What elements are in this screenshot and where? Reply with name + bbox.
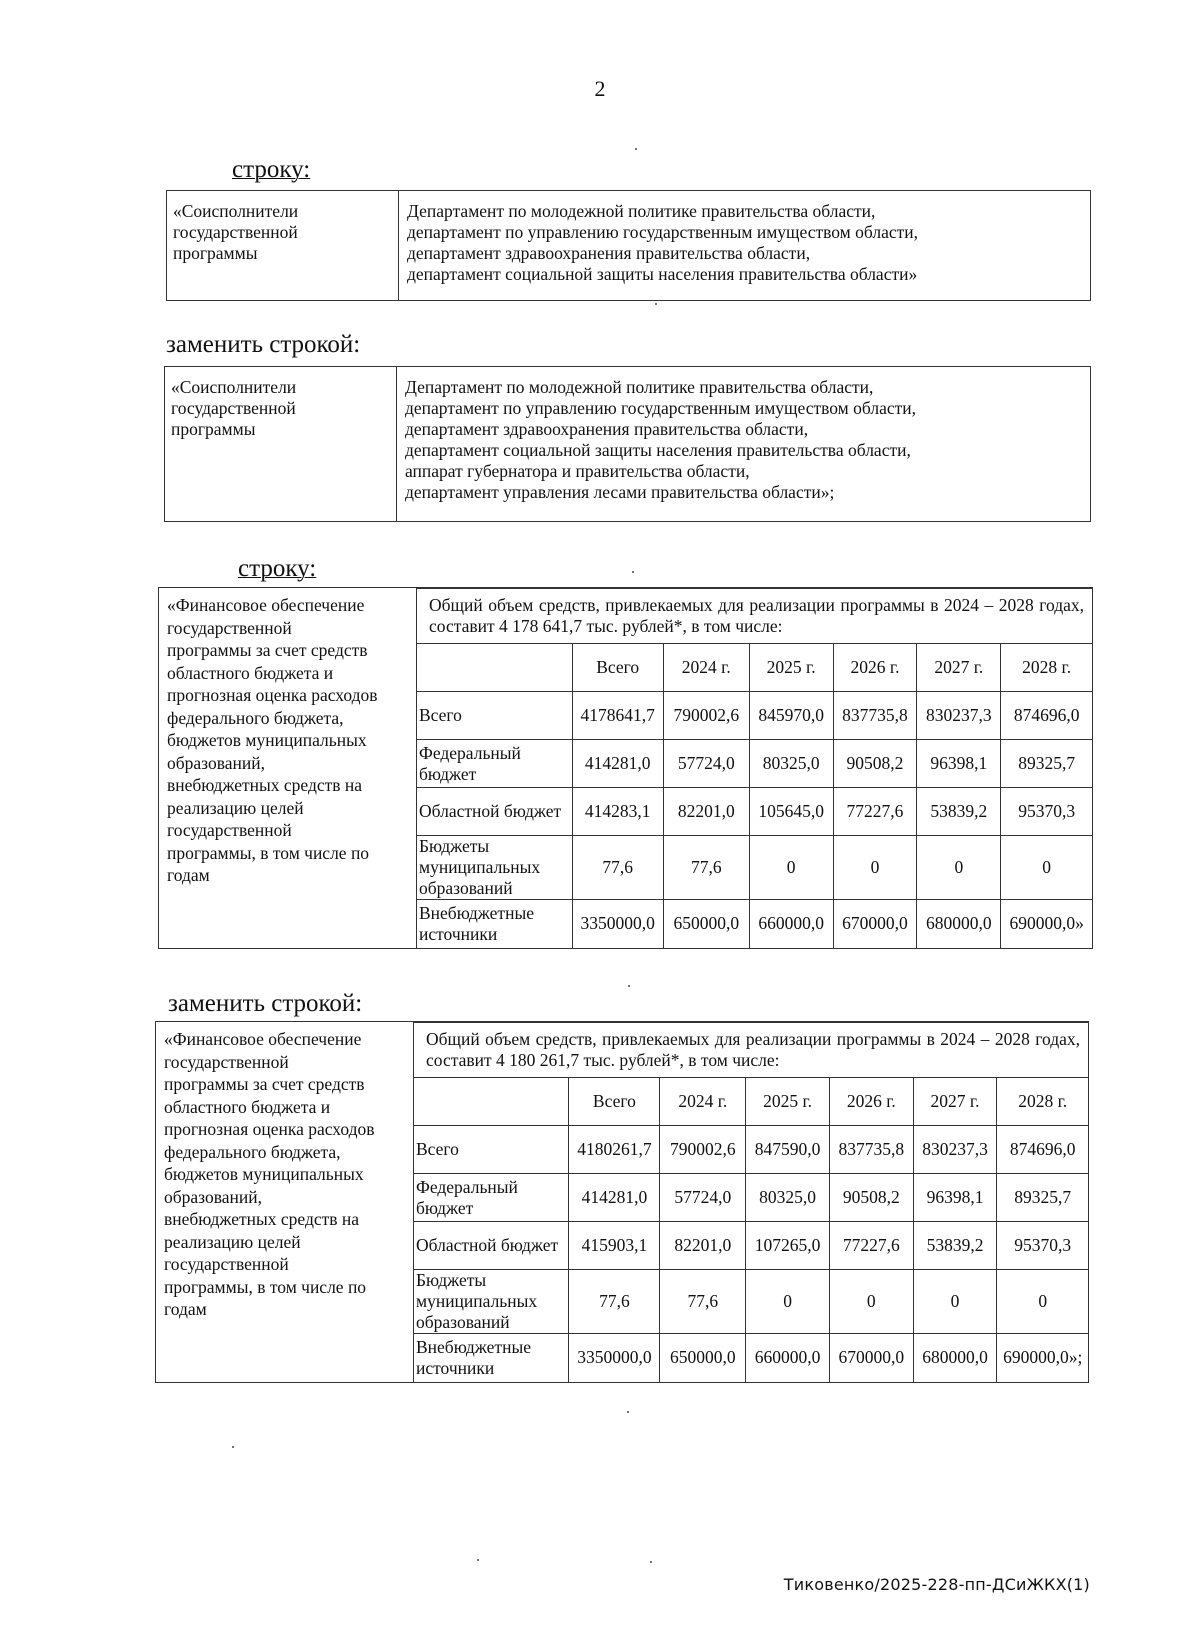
value-cell: 845970,0 [749,692,833,740]
finance-new-grid [414,1022,1088,1382]
text-line: реализацию целей [164,1231,301,1252]
value-cell: 0 [829,1270,913,1334]
text-line: Департамент по молодежной политике правительства области, [407,201,876,221]
text-line: годам [167,865,210,885]
text-line: внебюджетных средств на [167,775,363,795]
value-cell: 3350000,0 [572,900,663,948]
value-cell: 690000,0» [1001,900,1092,948]
old-row-heading: строку: [232,156,311,183]
finance-new-table [155,1021,1089,1383]
row-label: Федеральный бюджет [414,1174,569,1222]
text-line: образований, [164,1186,263,1207]
text-line: Департамент по молодежной политике правительства области, [405,377,874,397]
finance-old-table [158,587,1093,949]
text-line: бюджетов муниципальных [167,730,367,750]
value-cell: 4178641,7 [572,692,663,740]
column-header: 2025 г. [749,644,833,692]
row-label: Всего [417,692,572,740]
value-cell: 57724,0 [660,1174,746,1222]
new-finance-heading: заменить строкой: [168,990,363,1017]
text-line: департамент здравоохранения правительства области, [405,419,809,439]
coexecutors-new-text [397,367,1091,522]
text-line: программы [171,419,256,439]
scan-speck [650,1561,652,1563]
table-row [417,740,1092,788]
text-line: департамент здравоохранения правительства области, [407,243,811,263]
finance-summary: Общий объем средств, привлекаемых для реализации программы в 2024 – 2028 годах, составит 4 180 261,7 тыс. рублей*, в том числе: [414,1023,1088,1078]
table-row [414,1126,1088,1174]
value-cell: 830237,3 [913,1126,997,1174]
value-cell: 0 [833,836,917,900]
column-header: 2024 г. [663,644,749,692]
value-cell: 790002,6 [660,1126,746,1174]
value-cell: 830237,3 [917,692,1001,740]
value-cell: 415903,1 [569,1222,660,1270]
value-cell: 96398,1 [913,1174,997,1222]
text-line: государственной [171,398,296,418]
row-label: Бюджеты муниципальных образований [414,1270,569,1334]
row-label: Внебюджетные источники [417,900,572,948]
row-label: Областной бюджет [414,1222,569,1270]
value-cell: 90508,2 [833,740,917,788]
text-line: программы за счет средств [167,640,368,660]
column-header: 2028 г. [997,1078,1088,1126]
text-line: внебюджетных средств на [164,1209,360,1229]
value-cell: 0 [917,836,1001,900]
scan-speck [232,1446,234,1448]
value-cell: 680000,0 [917,900,1001,948]
page-number: 2 [594,76,606,101]
finance-old-grid [417,588,1092,948]
value-cell: 105645,0 [749,788,833,836]
value-cell: 95370,3 [1001,788,1092,836]
text-line: департамент по управлению государственным имуществом области, [405,398,916,418]
text-line: областного бюджета и [167,662,334,683]
value-cell: 4180261,7 [569,1126,660,1174]
value-cell: 0 [749,836,833,900]
header-row [417,644,1092,692]
value-cell: 847590,0 [746,1126,830,1174]
text-line: департамент социальной защиты населения правительства области, [405,440,911,460]
value-cell: 660000,0 [746,1334,830,1382]
value-cell: 89325,7 [1001,740,1092,788]
text-line: прогнозная оценка расходов [164,1119,375,1139]
finance-new-label [156,1022,414,1383]
value-cell: 107265,0 [746,1222,830,1270]
finance-summary: Общий объем средств, привлекаемых для реализации программы в 2024 – 2028 годах, составит 4 178 641,7 тыс. рублей*, в том числе: [417,589,1092,644]
value-cell: 77,6 [663,836,749,900]
text-line: бюджетов муниципальных [164,1164,364,1184]
value-cell: 77,6 [569,1270,660,1334]
text-line: государственной [164,1254,289,1274]
text-line: департамент управления лесами правительства области»; [405,482,835,502]
value-cell: 53839,2 [917,788,1001,836]
column-header [414,1078,569,1126]
text-line: департамент социальной защиты населения правительства области» [407,264,918,284]
text-line: областного бюджета и [164,1096,331,1117]
column-header: 2027 г. [913,1078,997,1126]
document-id: Тиковенко/2025-228-пп-ДСиЖКХ(1) [783,1575,1090,1594]
scan-speck [477,1559,479,1561]
table-row [417,900,1092,948]
table-row [414,1222,1088,1270]
coexecutors-old-table [166,190,1091,301]
column-header: 2025 г. [746,1078,830,1126]
value-cell: 0 [913,1270,997,1334]
text-line: «Финансовое обеспечение [164,1029,362,1049]
text-line: годам [164,1299,207,1319]
table-row [417,692,1092,740]
scan-speck [627,1411,629,1413]
value-cell: 414281,0 [572,740,663,788]
row-label: Внебюджетные источники [414,1334,569,1382]
value-cell: 874696,0 [1001,692,1092,740]
text-line: «Финансовое обеспечение [167,595,365,615]
text-line: государственной [167,820,292,840]
column-header [417,644,572,692]
value-cell: 89325,7 [997,1174,1088,1222]
old-finance-heading: строку: [238,555,317,582]
value-cell: 82201,0 [660,1222,746,1270]
text-line: прогнозная оценка расходов [167,685,378,705]
text-line: программы за счет средств [164,1074,365,1094]
column-header: 2027 г. [917,644,1001,692]
text-line: реализацию целей [167,797,304,818]
scan-speck [632,571,634,573]
value-cell: 77,6 [660,1270,746,1334]
text-line: программы [173,243,258,263]
value-cell: 82201,0 [663,788,749,836]
value-cell: 837735,8 [833,692,917,740]
value-cell: 680000,0 [913,1334,997,1382]
coexecutors-old-label [167,191,399,301]
value-cell: 690000,0»; [997,1334,1088,1382]
text-line: федерального бюджета, [167,707,344,728]
scan-speck [635,148,637,150]
table-row [417,788,1092,836]
text-line: аппарат губернатора и правительства области, [405,461,750,481]
column-header: 2026 г. [829,1078,913,1126]
value-cell: 414283,1 [572,788,663,836]
table-row [414,1174,1088,1222]
scan-speck [655,303,657,305]
column-header: Всего [572,644,663,692]
text-line: программы, в том числе по [167,842,370,863]
value-cell: 80325,0 [749,740,833,788]
header-row [414,1078,1088,1126]
value-cell: 660000,0 [749,900,833,948]
value-cell: 77227,6 [829,1222,913,1270]
table-row [414,1334,1088,1382]
value-cell: 96398,1 [917,740,1001,788]
column-header: 2026 г. [833,644,917,692]
table-row [414,1270,1088,1334]
value-cell: 650000,0 [663,900,749,948]
text-line: «Соисполнители [171,377,297,397]
row-label: Областной бюджет [417,788,572,836]
text-line: государственной [167,617,292,638]
value-cell: 414281,0 [569,1174,660,1222]
text-line: департамент по управлению государственным имуществом области, [407,222,918,242]
value-cell: 837735,8 [829,1126,913,1174]
column-header: 2024 г. [660,1078,746,1126]
row-label: Всего [414,1126,569,1174]
value-cell: 790002,6 [663,692,749,740]
value-cell: 650000,0 [660,1334,746,1382]
text-line: федерального бюджета, [164,1141,341,1162]
text-line: «Соисполнители [173,201,299,221]
value-cell: 53839,2 [913,1222,997,1270]
value-cell: 90508,2 [829,1174,913,1222]
text-line: программы, в том числе по [164,1276,367,1297]
value-cell: 77227,6 [833,788,917,836]
value-cell: 95370,3 [997,1222,1088,1270]
value-cell: 670000,0 [829,1334,913,1382]
row-label: Федеральный бюджет [417,740,572,788]
text-line: образований, [167,752,266,773]
value-cell: 0 [746,1270,830,1334]
value-cell: 80325,0 [746,1174,830,1222]
new-row-heading: заменить строкой: [166,331,361,358]
column-header: 2028 г. [1001,644,1092,692]
text-line: государственной [173,222,298,242]
value-cell: 3350000,0 [569,1334,660,1382]
value-cell: 0 [1001,836,1092,900]
value-cell: 57724,0 [663,740,749,788]
value-cell: 77,6 [572,836,663,900]
coexecutors-old-text [399,191,1091,301]
coexecutors-new-table [164,366,1091,522]
column-header: Всего [569,1078,660,1126]
finance-old-label [159,588,417,949]
coexecutors-new-label [165,367,397,522]
value-cell: 874696,0 [997,1126,1088,1174]
text-line: государственной [164,1051,289,1072]
table-row [417,836,1092,900]
row-label: Бюджеты муниципальных образований [417,836,572,900]
value-cell: 0 [997,1270,1088,1334]
scan-speck [628,985,630,987]
value-cell: 670000,0 [833,900,917,948]
